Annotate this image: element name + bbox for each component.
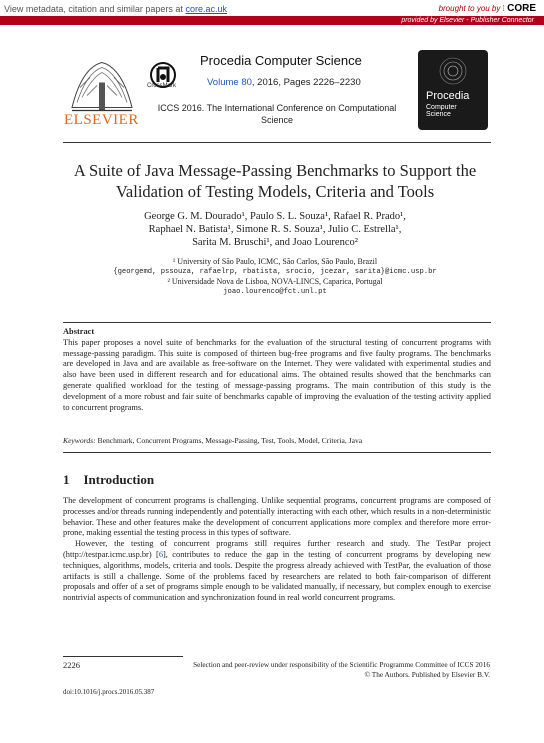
cover-title: Procedia	[426, 90, 470, 102]
footer-rule	[63, 656, 183, 657]
page-number: 2226	[63, 660, 80, 670]
journal-title: Procedia Computer Science	[200, 53, 362, 68]
crossmark-icon[interactable]	[148, 55, 178, 95]
volume-number-link[interactable]: 80	[241, 77, 252, 88]
keywords-text: Benchmark, Concurrent Programs, Message-Passing, Test, Tools, Model, Criteria, Java	[97, 436, 363, 445]
footer-line: © The Authors. Published by Elsevier B.V.	[364, 670, 490, 679]
cover-subtitle	[426, 104, 457, 118]
header-rule	[63, 142, 491, 143]
volume-prefix: Volume	[207, 77, 242, 88]
authors-line: George G. M. Dourado¹, Paulo S. L. Souza¹, Rafael R. Prado¹,	[144, 211, 406, 222]
core-link[interactable]: core.ac.uk	[185, 4, 227, 14]
core-view-text: View metadata, citation and similar papers at	[4, 4, 186, 14]
cover-subtitle-line2: Science	[426, 111, 451, 118]
author-list	[70, 210, 480, 249]
affiliation: ¹ University of São Paulo, ICMC, São Carlos, São Paulo, Brazil	[172, 257, 378, 266]
abstract-bottom-rule	[63, 452, 491, 453]
paragraph-text: However, the testing of concurrent programs still requires further research and study. The TestPar project (http://testpar.icmc.usp.br) [	[63, 539, 491, 559]
section-title: Introduction	[83, 472, 155, 487]
conference-name: ICCS 2016. The International Conference on Computational Science	[157, 103, 397, 125]
email-list: joao.lourenco@fct.unl.pt	[223, 288, 327, 296]
journal-cover	[418, 50, 488, 130]
core-logo-icon: ⁞	[502, 4, 505, 13]
email-list: {georgemd, pssouza, rafaelrp, rbatista, srocio, jcezar, sarita}@icmc.usp.br	[113, 268, 437, 276]
publisher-name: ELSEVIER	[64, 112, 139, 128]
affiliations	[70, 257, 480, 297]
section-number: 1	[63, 472, 70, 487]
footer-note	[140, 660, 490, 680]
volume-suffix: , 2016, Pages 2226–2230	[251, 77, 361, 88]
abstract-top-rule	[63, 322, 491, 323]
authors-line: Raphael N. Batista¹, Simone R. S. Souza¹, Julio C. Estrella¹,	[148, 224, 402, 235]
affiliation: ² Universidade Nova de Lisboa, NOVA-LINCS, Caparica, Portugal	[167, 277, 383, 286]
abstract-text: This paper proposes a novel suite of benchmarks for the evaluation of the structural testing of concurrent programs with message-passing paradigm. This suite is composed of thirteen bug-free programs and five faulty programs. The benchmarks are developed in Java and are available as free-software on the Internet. They were validated with experimental studies and also have been used in different research and for educational aims. The obtained results showed that the benchmarks can generate qualified workload for the testing of message-passing programs. The main contribution of this study is the development of a more robust and fair suite of benchmarks capable of improving the evaluation of the testing activity applied to concurrent programs.	[63, 337, 491, 412]
core-brought-by[interactable]	[439, 3, 536, 14]
paragraph	[63, 539, 491, 604]
section-heading	[63, 472, 154, 488]
body-text	[63, 496, 491, 604]
provider-text: provided by Elsevier - Publisher Connector	[401, 17, 534, 24]
abstract-heading: Abstract	[63, 327, 95, 336]
brought-by-text: brought to you by	[438, 4, 501, 13]
citation-link[interactable]: 6	[158, 549, 163, 559]
core-logo: CORE	[507, 3, 536, 14]
core-view-link[interactable]	[4, 4, 227, 14]
abstract	[63, 327, 491, 413]
volume-info	[207, 77, 361, 88]
keywords	[63, 436, 491, 445]
footer-line: Selection and peer-review under responsibility of the Scientific Programme Committee of ICCS 2016	[193, 660, 490, 669]
paragraph: The development of concurrent programs is challenging. Unlike sequential programs, concurrent programs are composed of processes and/or threads running independently and potentially interacting with each other, which results in a non-deterministic behavior. These and other features make the development of concurrent applications more complex and therefore more error-prone, making essential the testing process in this types of software.	[63, 496, 491, 538]
authors-line: Sarita M. Bruschi¹, and Joao Lourenco²	[192, 237, 358, 248]
provider-bar	[0, 16, 544, 25]
doi[interactable]: doi:10.1016/j.procs.2016.05.387	[63, 688, 155, 696]
paragraph-text: ], contributes to reduce the gap in the testing of concurrent programs by developing new techniques, algorithms, models, criteria and tools. Despite the progress already achieved with TestPar, the evaluation of those artifacts is still a challenge. Some of the problems faced by researchers are related to both fair-comparison of different proposals and offer of a set of programs simple enough to be validated manually, if necessary, but complex enough to exercise nontrivial aspects of communication and synchronization found in real world concurrent programs.	[63, 549, 491, 603]
cover-graphic-icon	[428, 56, 478, 86]
cover-subtitle-line1: Computer	[426, 104, 457, 111]
crossmark-label: CrossMark	[147, 83, 177, 89]
paper-title: A Suite of Java Message-Passing Benchmarks to Support the Validation of Testing Models, Criteria and Tools	[73, 161, 477, 201]
keywords-heading: Keywords:	[63, 436, 96, 445]
